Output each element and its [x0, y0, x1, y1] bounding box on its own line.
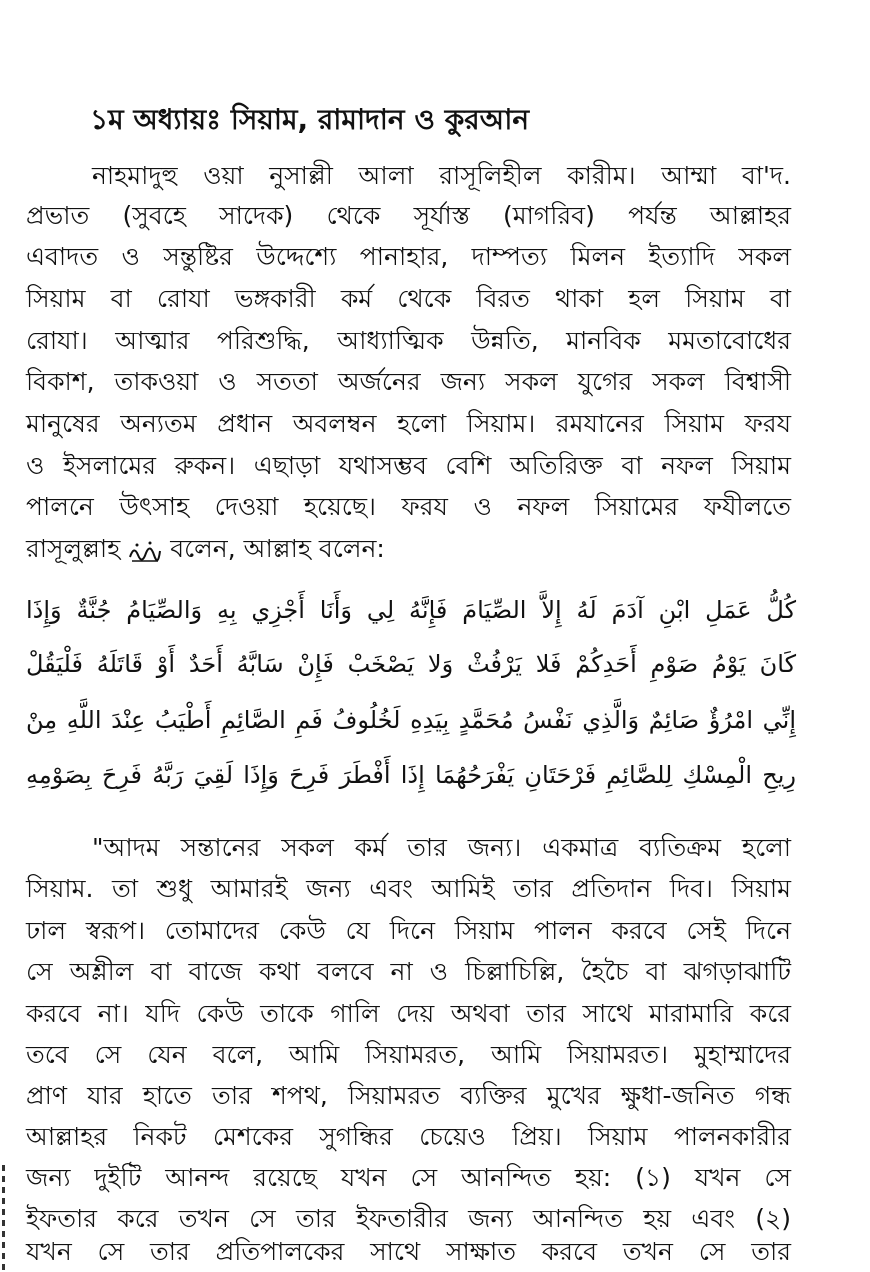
- translation-line: "আদম সন্তানের সকল কর্ম তার জন্য। একমাত্র ব্যতিক্রম হলো: [92, 833, 791, 862]
- paragraph-line: রোযা। আত্মার পরিশুদ্ধি, আধ্যাত্মিক উন্নতি, মানবিক মমতাবোধের: [26, 326, 791, 355]
- prophet-says: বলেন, আল্লাহ বলেন:: [170, 534, 385, 563]
- paragraph-line: সিয়াম বা রোযা ভঙ্গকারী কর্ম থেকে বিরত থাকা হল সিয়াম বা: [26, 284, 791, 313]
- paragraph-line: এবাদত ও সন্তুষ্টির উদ্দেশ্যে পানাহার, দাম্পত্য মিলন ইত্যাদি সকল: [26, 242, 791, 271]
- paragraph-line: [26, 529, 791, 569]
- translation-line: করবে না। যদি কেউ তাকে গালি দেয় অথবা তার সাথে মারামারি করে: [26, 999, 791, 1028]
- arabic-hadith-line: إِنِّي امْرُؤٌ صَائِمٌ وَالَّذِي نَفْسُ مُحَمَّدٍ بِيَدِهِ لَخُلُوفُ فَمِ الصَّائِمِ أَطْيَبُ عِنْدَ اللَّهِ مِنْ: [26, 706, 796, 734]
- translation-line: ঢাল স্বরূপ। তোমাদের কেউ যে দিনে সিয়াম পালন করবে সেই দিনে: [26, 916, 791, 945]
- translation-line: তবে সে যেন বলে, আমি সিয়ামরত, আমি সিয়ামরত। মুহাম্মাদের: [26, 1040, 791, 1069]
- translation-line: সে অশ্লীল বা বাজে কথা বলবে না ও চিল্লাচিল্লি, হৈচৈ বা ঝগড়াঝাটি: [26, 957, 791, 986]
- translation-line: প্রাণ যার হাতে তার শপথ, সিয়ামরত ব্যক্তির মুখের ক্ষুধা-জনিত গন্ধ: [26, 1081, 791, 1110]
- paragraph-line: বিকাশ, তাকওয়া ও সততা অর্জনের জন্য সকল যুগের সকল বিশ্বাসী: [26, 367, 791, 396]
- paragraph-line: ও ইসলামের রুকন। এছাড়া যথাসম্ভব বেশি অতিরিক্ত বা নফল সিয়াম: [26, 451, 791, 480]
- translation-line: সিয়াম. তা শুধু আমারই জন্য এবং আমিই তার প্রতিদান দিব। সিয়াম: [26, 874, 791, 903]
- paragraph-line: প্রভাত (সুবহে সাদেক) থেকে সূর্যাস্ত (মাগরিব) পর্যন্ত আল্লাহর: [26, 201, 791, 230]
- arabic-hadith-line: كُلُّ عَمَلِ ابْنِ آدَمَ لَهُ إِلاَّ الصِّيَامَ فَإِنَّهُ لِي وَأَنَا أَجْزِي بِهِ وَالصِّيَامُ جُنَّةٌ وَإِذَا: [26, 596, 796, 624]
- paragraph-line: পালনে উৎসাহ দেওয়া হয়েছে। ফরয ও নফল সিয়ামের ফযীলতে: [26, 492, 791, 521]
- chapter-heading: ১ম অধ্যায়ঃ সিয়াম, রামাদান ও কুরআন: [90, 103, 530, 136]
- translation-line: ইফতার করে তখন সে তার ইফতারীর জন্য আনন্দিত হয় এবং (২): [26, 1204, 791, 1233]
- paragraph-line: মানুষের অন্যতম প্রধান অবলম্বন হলো সিয়াম। রমযানের সিয়াম ফরয: [26, 409, 791, 438]
- arabic-hadith-line: رِيحِ الْمِسْكِ لِلصَّائِمِ فَرْحَتَانِ يَفْرَحُهُمَا إِذَا أَفْطَرَ فَرِحَ وَإِذَا لَقِيَ رَبَّهُ فَرِحَ بِصَوْمِهِ: [26, 761, 796, 789]
- salawat-icon: [128, 537, 162, 563]
- translation-line: যখন সে তার প্রতিপালকের সাথে সাক্ষাত করবে তখন সে তার: [26, 1237, 791, 1266]
- translation-line: আল্লাহর নিকট মেশকের সুগন্ধির চেয়েও প্রিয়। সিয়াম পালনকারীর: [26, 1122, 791, 1151]
- paragraph-line: নাহমাদুহু ওয়া নুসাল্লী আলা রাসূলিহীল কারীম। আম্মা বা'দ.: [92, 161, 791, 190]
- translation-line: জন্য দুইটি আনন্দ রয়েছে যখন সে আনন্দিত হয়: (১) যখন সে: [26, 1163, 791, 1192]
- prophet-name: রাসূলুল্লাহ: [26, 534, 121, 563]
- arabic-hadith-line: كَانَ يَوْمُ صَوْمِ أَحَدِكُمْ فَلا يَرْفُثْ وَلا يَصْخَبْ فَإِنْ سَابَّهُ أَحَدٌ أَوْ قَاتَلَهُ فَلْيَقُلْ: [26, 650, 796, 678]
- page-edge-mark: [2, 1165, 5, 1272]
